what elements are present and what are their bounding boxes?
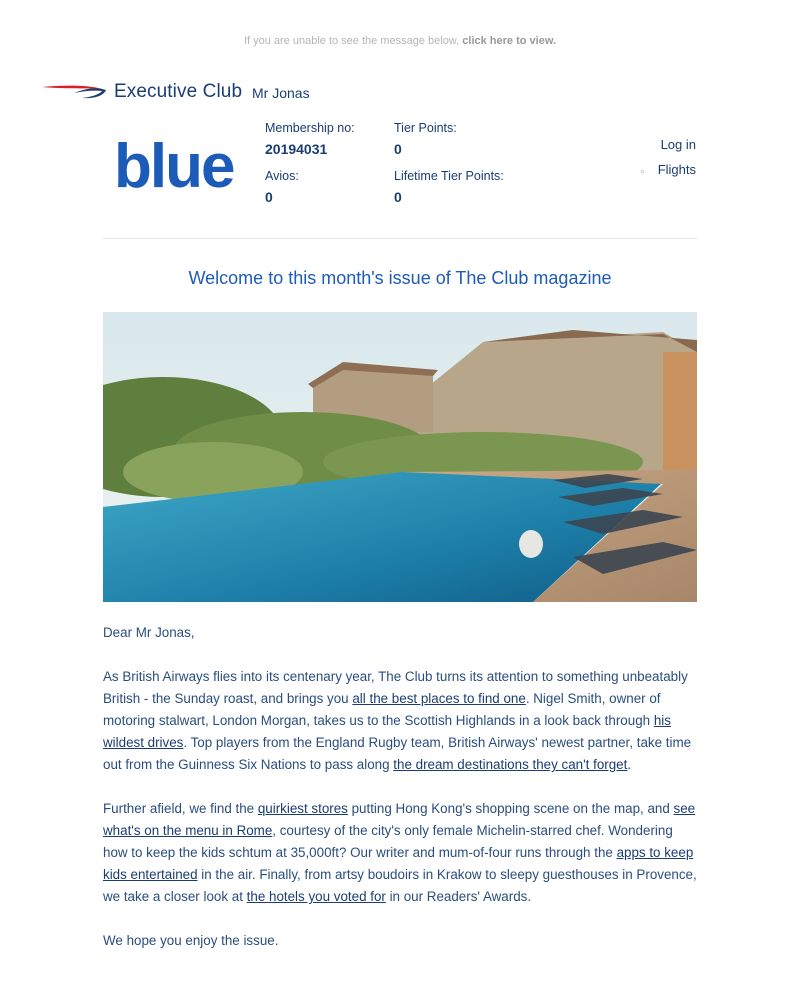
p2-text-e: in our Readers' Awards. — [385, 889, 532, 904]
p2-text-d: in the air. Finally, from artsy boudoirs in Krakow to sleepy guesthouses in Provence, we take a closer look at — [103, 867, 697, 904]
quirkiest-stores-link[interactable]: quirkiest stores — [257, 801, 348, 816]
preheader — [0, 35, 800, 47]
executive-club-logo[interactable] — [42, 78, 242, 106]
view-online-link[interactable]: click here to view. — [462, 35, 557, 47]
pool-photo — [103, 312, 697, 602]
hotels-voted-link[interactable]: the hotels you voted for — [246, 889, 386, 904]
page-title: Welcome to this month's issue of The Club magazine — [188, 268, 612, 288]
lifetime-tier-points-value: 0 — [394, 189, 402, 205]
tier-points-value: 0 — [394, 141, 402, 157]
flights-label: Flights — [657, 162, 696, 177]
tier-points-label: Tier Points: — [394, 121, 457, 135]
kids-apps-link[interactable]: apps to keep kids entertained — [103, 845, 694, 882]
flights-link[interactable] — [641, 162, 697, 177]
p1-text-c: . Top players from the England Rugby team, British Airways' newest partner, take time out from the Guinness Six Nations to pass along — [103, 735, 692, 772]
lifetime-tier-points-label: Lifetime Tier Points: — [394, 169, 504, 183]
p2-text-b: putting Hong Kong's shopping scene on the map, and — [347, 801, 674, 816]
avios-label: Avios: — [265, 169, 299, 183]
tier-badge: blue — [114, 132, 234, 201]
member-greeting: Mr Jonas — [252, 85, 310, 101]
login-link[interactable]: Log in — [660, 137, 696, 152]
rome-menu-link[interactable]: see what's on the menu in Rome — [103, 801, 696, 838]
flights-bullet-icon: ▫ — [640, 166, 644, 176]
message-body — [103, 622, 697, 974]
p1-text-d: . — [627, 757, 632, 772]
wildest-drives-link[interactable]: his wildest drives — [103, 713, 671, 750]
intro-paragraph — [103, 666, 697, 776]
membership-label: Membership no: — [265, 121, 355, 135]
brand-name: Executive Club — [114, 81, 243, 102]
sunday-roast-link[interactable]: all the best places to find one — [352, 691, 526, 706]
hero-image[interactable] — [103, 312, 697, 602]
avios-stat — [265, 169, 299, 205]
dream-destinations-link[interactable]: the dream destinations they can't forget — [393, 757, 628, 772]
p2-text-a: Further afield, we find the — [103, 801, 258, 816]
p1-text-a: As British Airways flies into its centenary year, The Club turns its attention to something unbeatably British - the Sunday roast, and brings you — [103, 669, 688, 706]
tier-points-stat — [394, 121, 457, 157]
closing-line: We hope you enjoy the issue. — [103, 933, 279, 948]
salutation: Dear Mr Jonas, — [103, 625, 195, 640]
lifetime-tier-points-stat — [394, 169, 504, 205]
p1-text-b: . Nigel Smith, owner of motoring stalwart, London Morgan, takes us to the Scottish Highlands in a look back through — [103, 691, 661, 728]
preheader-text: If you are unable to see the message below, — [243, 35, 460, 47]
membership-value: 20194031 — [265, 141, 328, 157]
membership-stat — [265, 121, 355, 157]
header-divider — [103, 238, 697, 239]
second-paragraph — [103, 798, 697, 908]
p2-text-c: , courtesy of the city's only female Michelin-starred chef. Wondering how to keep the kids schtum at 35,000ft? Our writer and mum-of-four runs through the — [103, 823, 673, 860]
speedmarque-icon — [42, 81, 108, 103]
avios-value: 0 — [265, 189, 273, 205]
